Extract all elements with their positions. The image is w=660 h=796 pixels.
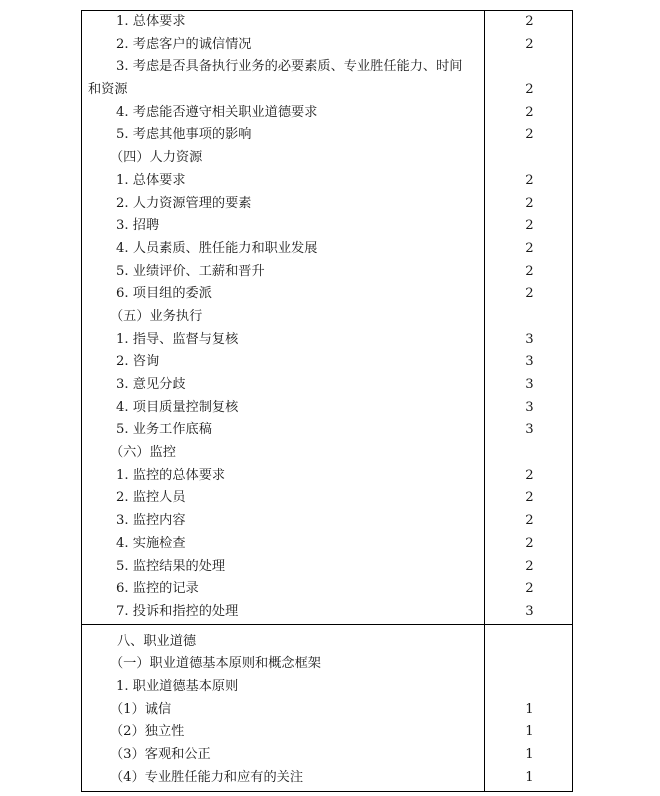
level-value: 2 <box>525 513 534 529</box>
topic-text: 5. 考虑其他事项的影响 <box>116 127 252 143</box>
level-column <box>485 625 572 792</box>
topic-text: （六）监控 <box>110 445 176 461</box>
topic-text: 3. 监控内容 <box>116 513 186 529</box>
topic-text: 5. 业务工作底稿 <box>116 422 212 438</box>
topic-text: 2. 咨询 <box>116 354 160 370</box>
topic-text: 3. 招聘 <box>116 218 160 234</box>
level-value: 1 <box>525 747 534 762</box>
level-value: 2 <box>525 172 534 188</box>
table-section-professional-ethics <box>82 624 572 792</box>
topic-text: 6. 监控的记录 <box>116 581 199 597</box>
syllabus-table <box>81 10 573 792</box>
level-value <box>485 631 572 654</box>
topic-text: 1. 指导、监督与复核 <box>116 331 239 347</box>
topic-text: （五）业务执行 <box>110 308 203 324</box>
level-value: 2 <box>525 104 534 120</box>
topic-text: 6. 项目组的委派 <box>116 286 212 302</box>
level-value <box>485 442 572 465</box>
level-value <box>485 653 572 676</box>
level-value: 2 <box>525 286 534 302</box>
topic-text: 2. 人力资源管理的要素 <box>116 195 252 211</box>
topic-text: 4. 实施检查 <box>116 535 186 551</box>
level-column <box>485 11 572 624</box>
level-value: 2 <box>525 535 534 551</box>
topic-text: 1. 监控的总体要求 <box>116 467 226 483</box>
level-value: 1 <box>525 701 534 717</box>
topic-column <box>82 625 485 792</box>
level-value: 2 <box>525 218 534 234</box>
topic-text: （一）职业道德基本原则和概念框架 <box>110 656 321 672</box>
level-value: 1 <box>525 724 534 740</box>
table-section-quality-control <box>82 11 572 624</box>
topic-text: （1）诚信 <box>110 701 172 717</box>
topic-column <box>82 11 485 624</box>
topic-text: 1. 总体要求 <box>116 14 186 29</box>
level-value: 2 <box>525 558 534 574</box>
level-value <box>485 147 572 170</box>
level-value: 2 <box>525 467 534 483</box>
topic-text: 4. 人员素质、胜任能力和职业发展 <box>116 240 318 256</box>
topic-text: 1. 职业道德基本原则 <box>116 678 239 694</box>
level-value: 2 <box>525 127 534 143</box>
topic-text: 5. 监控结果的处理 <box>116 558 226 574</box>
level-value: 2 <box>525 82 534 98</box>
topic-text: （四）人力资源 <box>110 150 203 166</box>
topic-text: 和资源 <box>88 82 128 98</box>
level-value: 2 <box>525 240 534 256</box>
level-value: 3 <box>525 377 534 392</box>
level-value: 2 <box>525 195 534 211</box>
level-value <box>485 676 572 699</box>
level-value: 2 <box>525 14 534 29</box>
topic-text: 4. 考虑能否遵守相关职业道德要求 <box>116 104 318 120</box>
level-value: 2 <box>525 581 534 597</box>
topic-text: 3. 考虑是否具备执行业务的必要素质、专业胜任能力、时间 <box>116 59 463 75</box>
topic-text: 2. 监控人员 <box>116 490 186 506</box>
level-value: 3 <box>525 399 534 415</box>
topic-text: （3）客观和公正 <box>110 747 211 762</box>
topic-text: （2）独立性 <box>110 724 185 740</box>
level-value: 3 <box>525 603 534 619</box>
level-value <box>485 306 572 329</box>
topic-text: 7. 投诉和指控的处理 <box>116 603 239 619</box>
topic-text: 1. 总体要求 <box>116 172 186 188</box>
level-value: 2 <box>525 490 534 506</box>
level-value: 3 <box>525 354 534 370</box>
topic-text: 3. 意见分歧 <box>116 377 186 392</box>
level-value: 3 <box>525 422 534 438</box>
level-value: 2 <box>525 36 534 52</box>
level-value <box>485 56 572 79</box>
level-value: 3 <box>525 331 534 347</box>
topic-text: 4. 项目质量控制复核 <box>116 399 239 415</box>
topic-text: 5. 业绩评价、工薪和晋升 <box>116 263 265 279</box>
topic-text: （4）专业胜任能力和应有的关注 <box>110 769 304 785</box>
topic-text: 八、职业道德 <box>117 633 197 649</box>
level-value: 1 <box>525 769 534 785</box>
level-value: 2 <box>525 263 534 279</box>
topic-text: 2. 考虑客户的诚信情况 <box>116 36 252 52</box>
